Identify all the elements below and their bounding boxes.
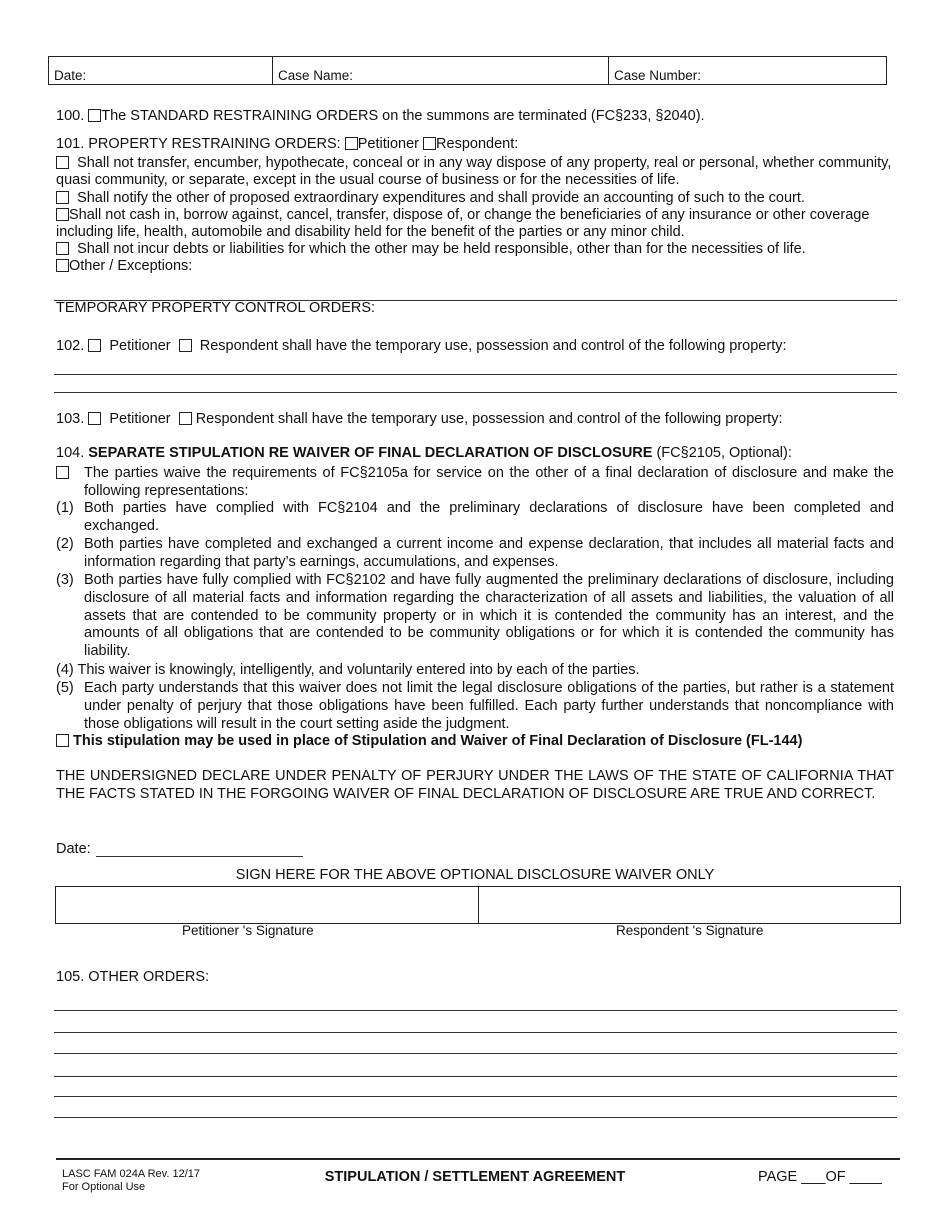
checkbox-restraint-4[interactable] xyxy=(56,242,69,255)
case-number-field[interactable] xyxy=(609,57,886,84)
checkbox-restraint-1[interactable] xyxy=(56,156,69,169)
case-name-label: Case Name: xyxy=(278,68,354,83)
checkbox-restraint-3[interactable] xyxy=(56,208,69,221)
section-104-title: SEPARATE STIPULATION RE WAIVER OF FINAL DECLARATION OF DISCLOSURE xyxy=(88,445,653,461)
checkbox-waiver[interactable] xyxy=(56,466,69,479)
section-103-text: Respondent shall have the temporary use, possession and control of the following property: xyxy=(195,411,783,427)
rep-number: (5) xyxy=(56,680,74,696)
restraining-item-1 xyxy=(56,155,894,188)
section-101-heading xyxy=(56,136,518,152)
writing-line[interactable] xyxy=(54,1010,897,1011)
footer-title: STIPULATION / SETTLEMENT AGREEMENT xyxy=(324,1169,626,1185)
section-104-suffix: (FC§2105, Optional): xyxy=(656,445,792,461)
writing-line[interactable] xyxy=(54,374,897,375)
representation-5 xyxy=(56,680,894,733)
checkbox-101-respondent[interactable] xyxy=(423,137,436,150)
restraint-text: Shall notify the other of proposed extraordinary expenditures and shall provide an accounting of such to the court. xyxy=(77,190,805,206)
stipulation-text: This stipulation may be used in place of Stipulation and Waiver of Final Declaration of Disclosure (FL-144) xyxy=(73,733,803,749)
petitioner-signature-label: Petitioner 's Signature xyxy=(182,923,314,938)
rep-text: Each party understands that this waiver does not limit the legal disclosure obligations of the parties, but rather is a statement under penalty of perjury that those obligations have been fulfilled. Each party further understands that noncompliance with those obligations will result in the court setting aside the judgment. xyxy=(84,680,894,732)
rep-text: This waiver is knowingly, intelligently, and voluntarily entered into by each of the parties. xyxy=(77,662,640,678)
case-header-table xyxy=(48,56,887,85)
restraining-item-5 xyxy=(56,258,192,274)
petitioner-label: Petitioner xyxy=(357,136,420,152)
petitioner-label: Petitioner xyxy=(109,411,171,427)
rep-text: Both parties have complied with FC§2104 and the preliminary declarations of disclosure have been completed and exchanged. xyxy=(84,500,894,534)
section-number: 104. xyxy=(56,445,85,461)
section-105-heading: 105. OTHER ORDERS: xyxy=(56,969,210,985)
section-number: 103. xyxy=(56,411,85,427)
checkbox-100[interactable] xyxy=(88,109,101,122)
section-100-text: The STANDARD RESTRAINING ORDERS on the summons are terminated (FC§233, §2040). xyxy=(101,108,705,124)
restraining-item-3 xyxy=(56,207,894,240)
form-id: LASC FAM 024A Rev. 12/17 xyxy=(62,1168,200,1180)
writing-line[interactable] xyxy=(54,1076,897,1077)
form-use: For Optional Use xyxy=(62,1181,146,1193)
section-number: 100. xyxy=(56,108,85,124)
checkbox-102-petitioner[interactable] xyxy=(88,339,101,352)
section-100 xyxy=(56,108,705,124)
date-line[interactable] xyxy=(96,856,303,857)
footer-page: PAGE ___OF ____ xyxy=(758,1169,882,1185)
rep-number: (1) xyxy=(56,500,74,516)
representation-2 xyxy=(56,536,894,572)
writing-line[interactable] xyxy=(54,1096,897,1097)
signature-box xyxy=(55,886,901,924)
rep-number: (2) xyxy=(56,536,74,552)
checkbox-103-respondent[interactable] xyxy=(179,412,192,425)
declaration-text: THE UNDERSIGNED DECLARE UNDER PENALTY OF PERJURY UNDER THE LAWS OF THE STATE OF CALIFORNIA THAT THE FACTS STATED IN THE FORGOING WAIVER OF FINAL DECLARATION OF DISCLOSURE ARE TRUE AND CORRECT. xyxy=(56,768,894,802)
rep-number: (4) xyxy=(56,662,74,678)
checkbox-102-respondent[interactable] xyxy=(179,339,192,352)
restraining-item-4 xyxy=(56,241,806,257)
date-row xyxy=(56,841,91,857)
representation-3 xyxy=(56,572,894,661)
checkbox-stipulation[interactable] xyxy=(56,734,69,747)
section-103 xyxy=(56,411,782,427)
waiver-intro xyxy=(56,465,894,501)
restraining-item-2 xyxy=(56,190,805,206)
date-label: Date: xyxy=(54,68,87,83)
petitioner-label: Petitioner xyxy=(109,338,171,354)
section-102 xyxy=(56,338,787,354)
case-name-field[interactable] xyxy=(273,57,609,84)
footer-rule xyxy=(56,1158,900,1160)
petitioner-signature-field[interactable] xyxy=(56,887,479,923)
rep-text: Both parties have fully complied with FC§2102 and have fully augmented the preliminary declarations of disclosure, including disclosure of all material facts and information regarding the characterization of all assets and liabilities, the valuation of all assets that are contended to be community property or in which it is contended the community has an interest, and the amounts of all obligations that are contended to be community obligations or for which it is contended the community has liability. xyxy=(84,572,894,660)
section-102-text: Respondent shall have the temporary use, possession and control of the following property: xyxy=(199,338,787,354)
respondent-label: Respondent: xyxy=(436,136,519,152)
restraint-text: Other / Exceptions: xyxy=(69,258,193,274)
date-label: Date: xyxy=(56,841,91,857)
section-101-title: 101. PROPERTY RESTRAINING ORDERS: xyxy=(56,136,341,152)
writing-line[interactable] xyxy=(54,1032,897,1033)
checkbox-restraint-2[interactable] xyxy=(56,191,69,204)
section-number: 102. xyxy=(56,338,85,354)
checkbox-103-petitioner[interactable] xyxy=(88,412,101,425)
section-104-heading xyxy=(56,445,792,461)
restraint-text: Shall not transfer, encumber, hypothecate, conceal or in any way dispose of any property, real or personal, whether community, quasi community, or separate, except in the usual course of business or for the necessities of life. xyxy=(56,155,892,188)
representation-4 xyxy=(56,662,640,678)
respondent-signature-label: Respondent 's Signature xyxy=(616,923,764,938)
sign-heading: SIGN HERE FOR THE ABOVE OPTIONAL DISCLOSURE WAIVER ONLY xyxy=(235,867,715,883)
case-number-label: Case Number: xyxy=(614,68,702,83)
waiver-intro-text: The parties waive the requirements of FC§2105a for service on the other of a final declaration of disclosure and make the following representations: xyxy=(84,465,894,499)
restraint-text: Shall not incur debts or liabilities for which the other may be held responsible, other than for the necessities of life. xyxy=(77,241,806,257)
writing-line[interactable] xyxy=(54,1117,897,1118)
checkbox-restraint-5[interactable] xyxy=(56,259,69,272)
writing-line[interactable] xyxy=(54,392,897,393)
date-field[interactable] xyxy=(49,57,273,84)
checkbox-101-petitioner[interactable] xyxy=(345,137,358,150)
rep-number: (3) xyxy=(56,572,74,588)
rep-text: Both parties have completed and exchanged a current income and expense declaration, that includes all material facts and information regarding that party’s earnings, accumulations, and expenses. xyxy=(84,536,894,570)
stipulation-line xyxy=(56,733,802,749)
writing-line[interactable] xyxy=(54,1053,897,1054)
temp-control-heading: TEMPORARY PROPERTY CONTROL ORDERS: xyxy=(56,300,376,316)
restraint-text: Shall not cash in, borrow against, cancel, transfer, dispose of, or change the beneficiaries of any insurance or other coverage including life, health, automobile and disability held for the benefit of the parties or any minor child. xyxy=(56,207,870,240)
representation-1 xyxy=(56,500,894,536)
respondent-signature-field[interactable] xyxy=(479,887,901,923)
